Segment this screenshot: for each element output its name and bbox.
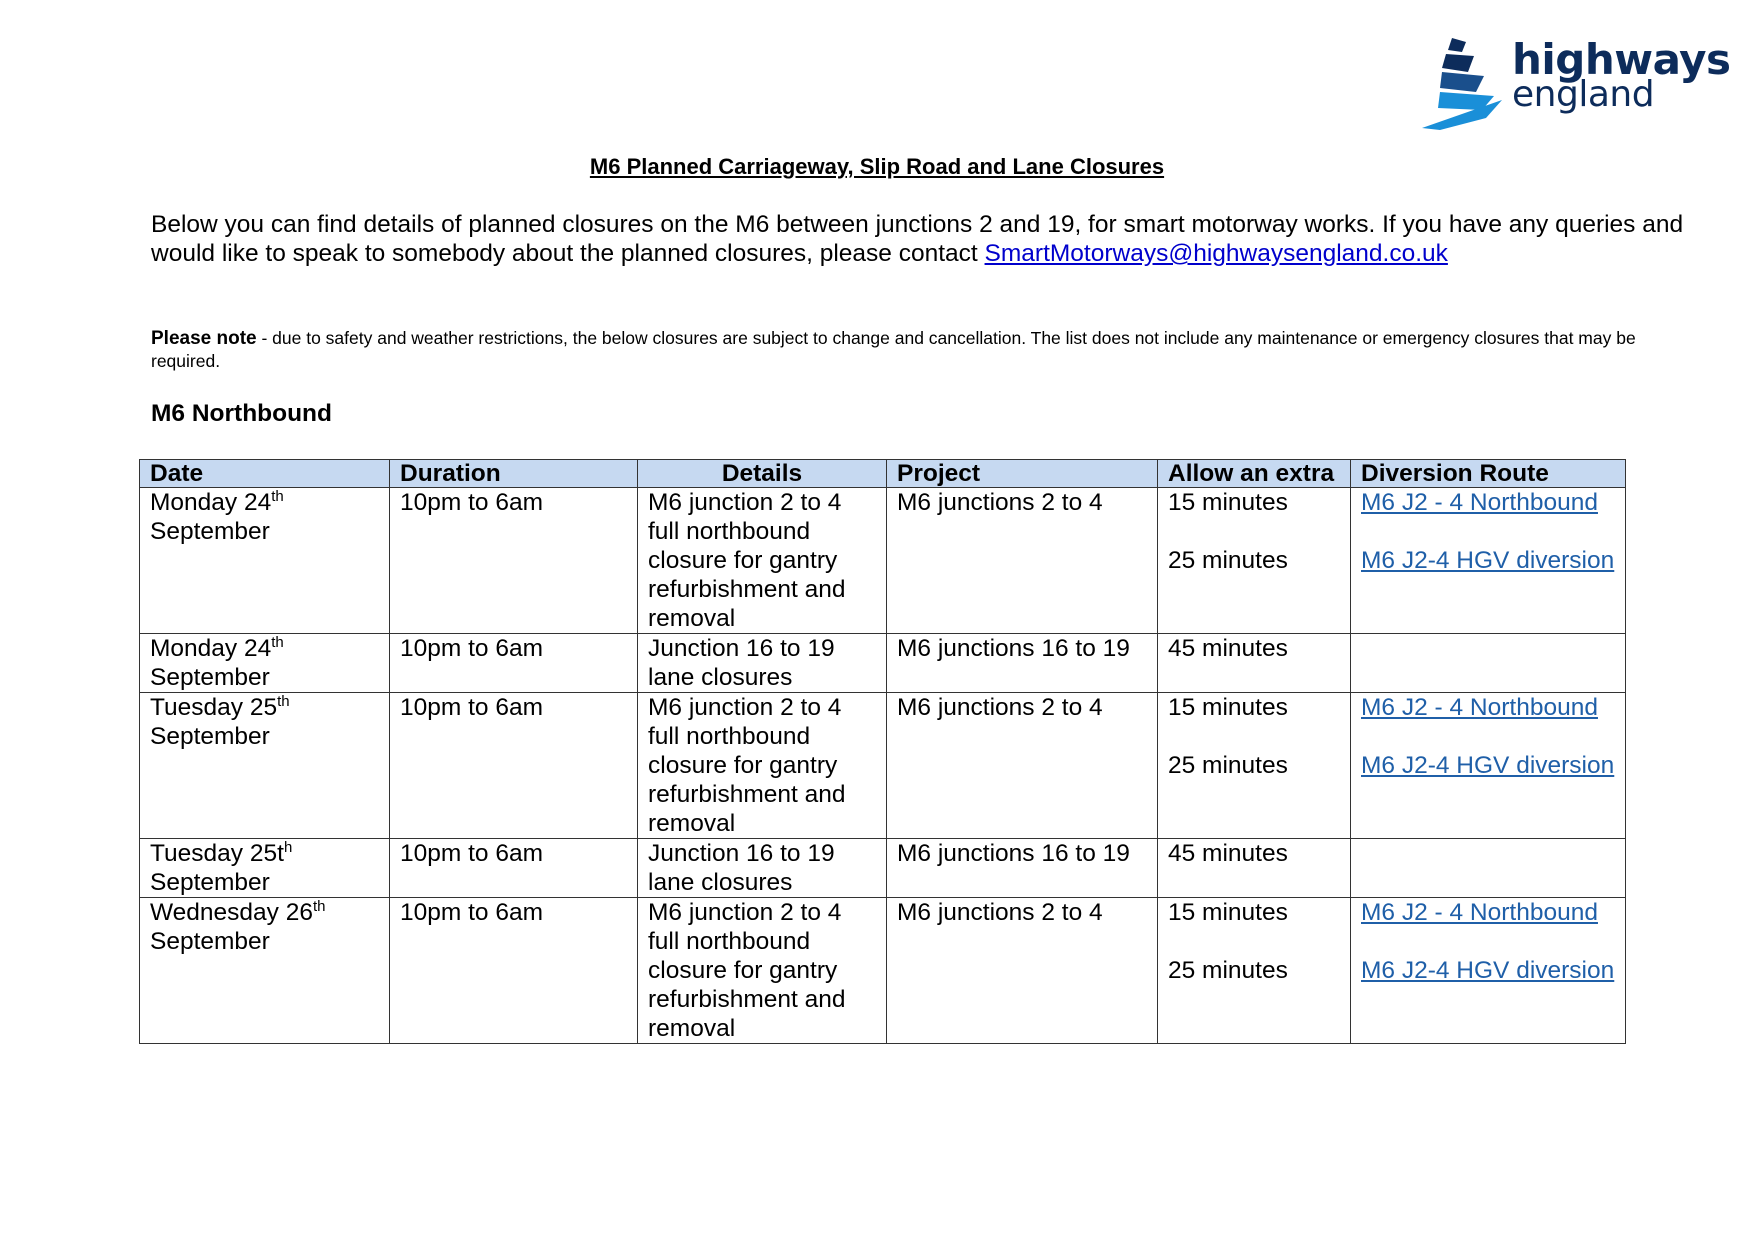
header-date: Date — [140, 460, 390, 488]
diversion-link-hgv[interactable]: M6 J2-4 HGV diversion — [1361, 547, 1615, 574]
extra-time-cell: 15 minutes 25 minutes — [1158, 693, 1351, 839]
header-details: Details — [638, 460, 887, 488]
diversion-cell — [1351, 839, 1626, 898]
diversion-cell — [1351, 693, 1626, 839]
details-cell: Junction 16 to 19 lane closures — [638, 634, 887, 693]
diversion-link-northbound[interactable]: M6 J2 - 4 Northbound — [1361, 694, 1598, 721]
extra-time-cell: 15 minutes 25 minutes — [1158, 488, 1351, 634]
table-row — [140, 898, 1626, 1044]
diversion-link-northbound[interactable]: M6 J2 - 4 Northbound — [1361, 899, 1598, 926]
highways-england-logo-icon — [1422, 38, 1508, 130]
table-header-row — [140, 460, 1626, 488]
details-cell: M6 junction 2 to 4 full northbound closure for gantry refurbishment and removal — [638, 693, 887, 839]
extra-time-cell: 45 minutes — [1158, 634, 1351, 693]
safety-note — [151, 327, 1696, 373]
header-duration: Duration — [390, 460, 638, 488]
project-cell: M6 junctions 2 to 4 — [887, 693, 1158, 839]
diversion-link-northbound[interactable]: M6 J2 - 4 Northbound — [1361, 489, 1598, 516]
logo-word-england: england — [1512, 74, 1655, 115]
logo-wordmark — [1512, 35, 1731, 115]
table-row — [140, 488, 1626, 634]
date-cell: Tuesday 25th September — [140, 693, 390, 839]
logo-word-highways: highways — [1512, 35, 1731, 84]
table-row — [140, 634, 1626, 693]
extra-time-cell: 15 minutes 25 minutes — [1158, 898, 1351, 1044]
contact-email-link[interactable]: SmartMotorways@highwaysengland.co.uk — [984, 240, 1448, 267]
diversion-cell — [1351, 898, 1626, 1044]
header-project: Project — [887, 460, 1158, 488]
note-label: Please note — [151, 328, 257, 349]
details-cell: M6 junction 2 to 4 full northbound closure for gantry refurbishment and removal — [638, 898, 887, 1044]
project-cell: M6 junctions 16 to 19 — [887, 634, 1158, 693]
closures-table — [139, 459, 1626, 1044]
diversion-cell — [1351, 634, 1626, 693]
duration-cell: 10pm to 6am — [390, 839, 638, 898]
details-cell: M6 junction 2 to 4 full northbound closure for gantry refurbishment and removal — [638, 488, 887, 634]
duration-cell: 10pm to 6am — [390, 898, 638, 1044]
table-row — [140, 693, 1626, 839]
intro-text: Below you can find details of planned closures on the M6 between junctions 2 and 19, for smart motorway works. If you have any queries and would like to speak to somebody about the planned closures, please contact — [151, 211, 1684, 267]
diversion-link-hgv[interactable]: M6 J2-4 HGV diversion — [1361, 752, 1615, 779]
date-cell: Tuesday $25t^h$ September — [140, 839, 390, 898]
duration-cell: 10pm to 6am — [390, 488, 638, 634]
intro-paragraph — [151, 210, 1711, 268]
note-text: - due to safety and weather restrictions, the below closures are subject to change and cancellation. The list does not include any maintenance or emergency closures that may be required. — [151, 328, 1636, 371]
project-cell: M6 junctions 2 to 4 — [887, 488, 1158, 634]
document-title: M6 Planned Carriageway, Slip Road and Lane Closures — [589, 154, 1165, 179]
highways-england-logo — [1422, 35, 1731, 130]
header-diversion-route: Diversion Route — [1351, 460, 1626, 488]
details-cell: Junction 16 to 19 lane closures — [638, 839, 887, 898]
date-cell: Wednesday 26th September — [140, 898, 390, 1044]
project-cell: M6 junctions 16 to 19 — [887, 839, 1158, 898]
extra-time-cell: 45 minutes — [1158, 839, 1351, 898]
duration-cell: 10pm to 6am — [390, 693, 638, 839]
section-heading-northbound: M6 Northbound — [151, 400, 332, 427]
duration-cell: 10pm to 6am — [390, 634, 638, 693]
diversion-cell — [1351, 488, 1626, 634]
project-cell: M6 junctions 2 to 4 — [887, 898, 1158, 1044]
table-row — [140, 839, 1626, 898]
diversion-link-hgv[interactable]: M6 J2-4 HGV diversion — [1361, 957, 1615, 984]
header-allow-extra: Allow an extra — [1158, 460, 1351, 488]
date-cell: Monday 24th September — [140, 488, 390, 634]
date-cell: Monday 24th September — [140, 634, 390, 693]
